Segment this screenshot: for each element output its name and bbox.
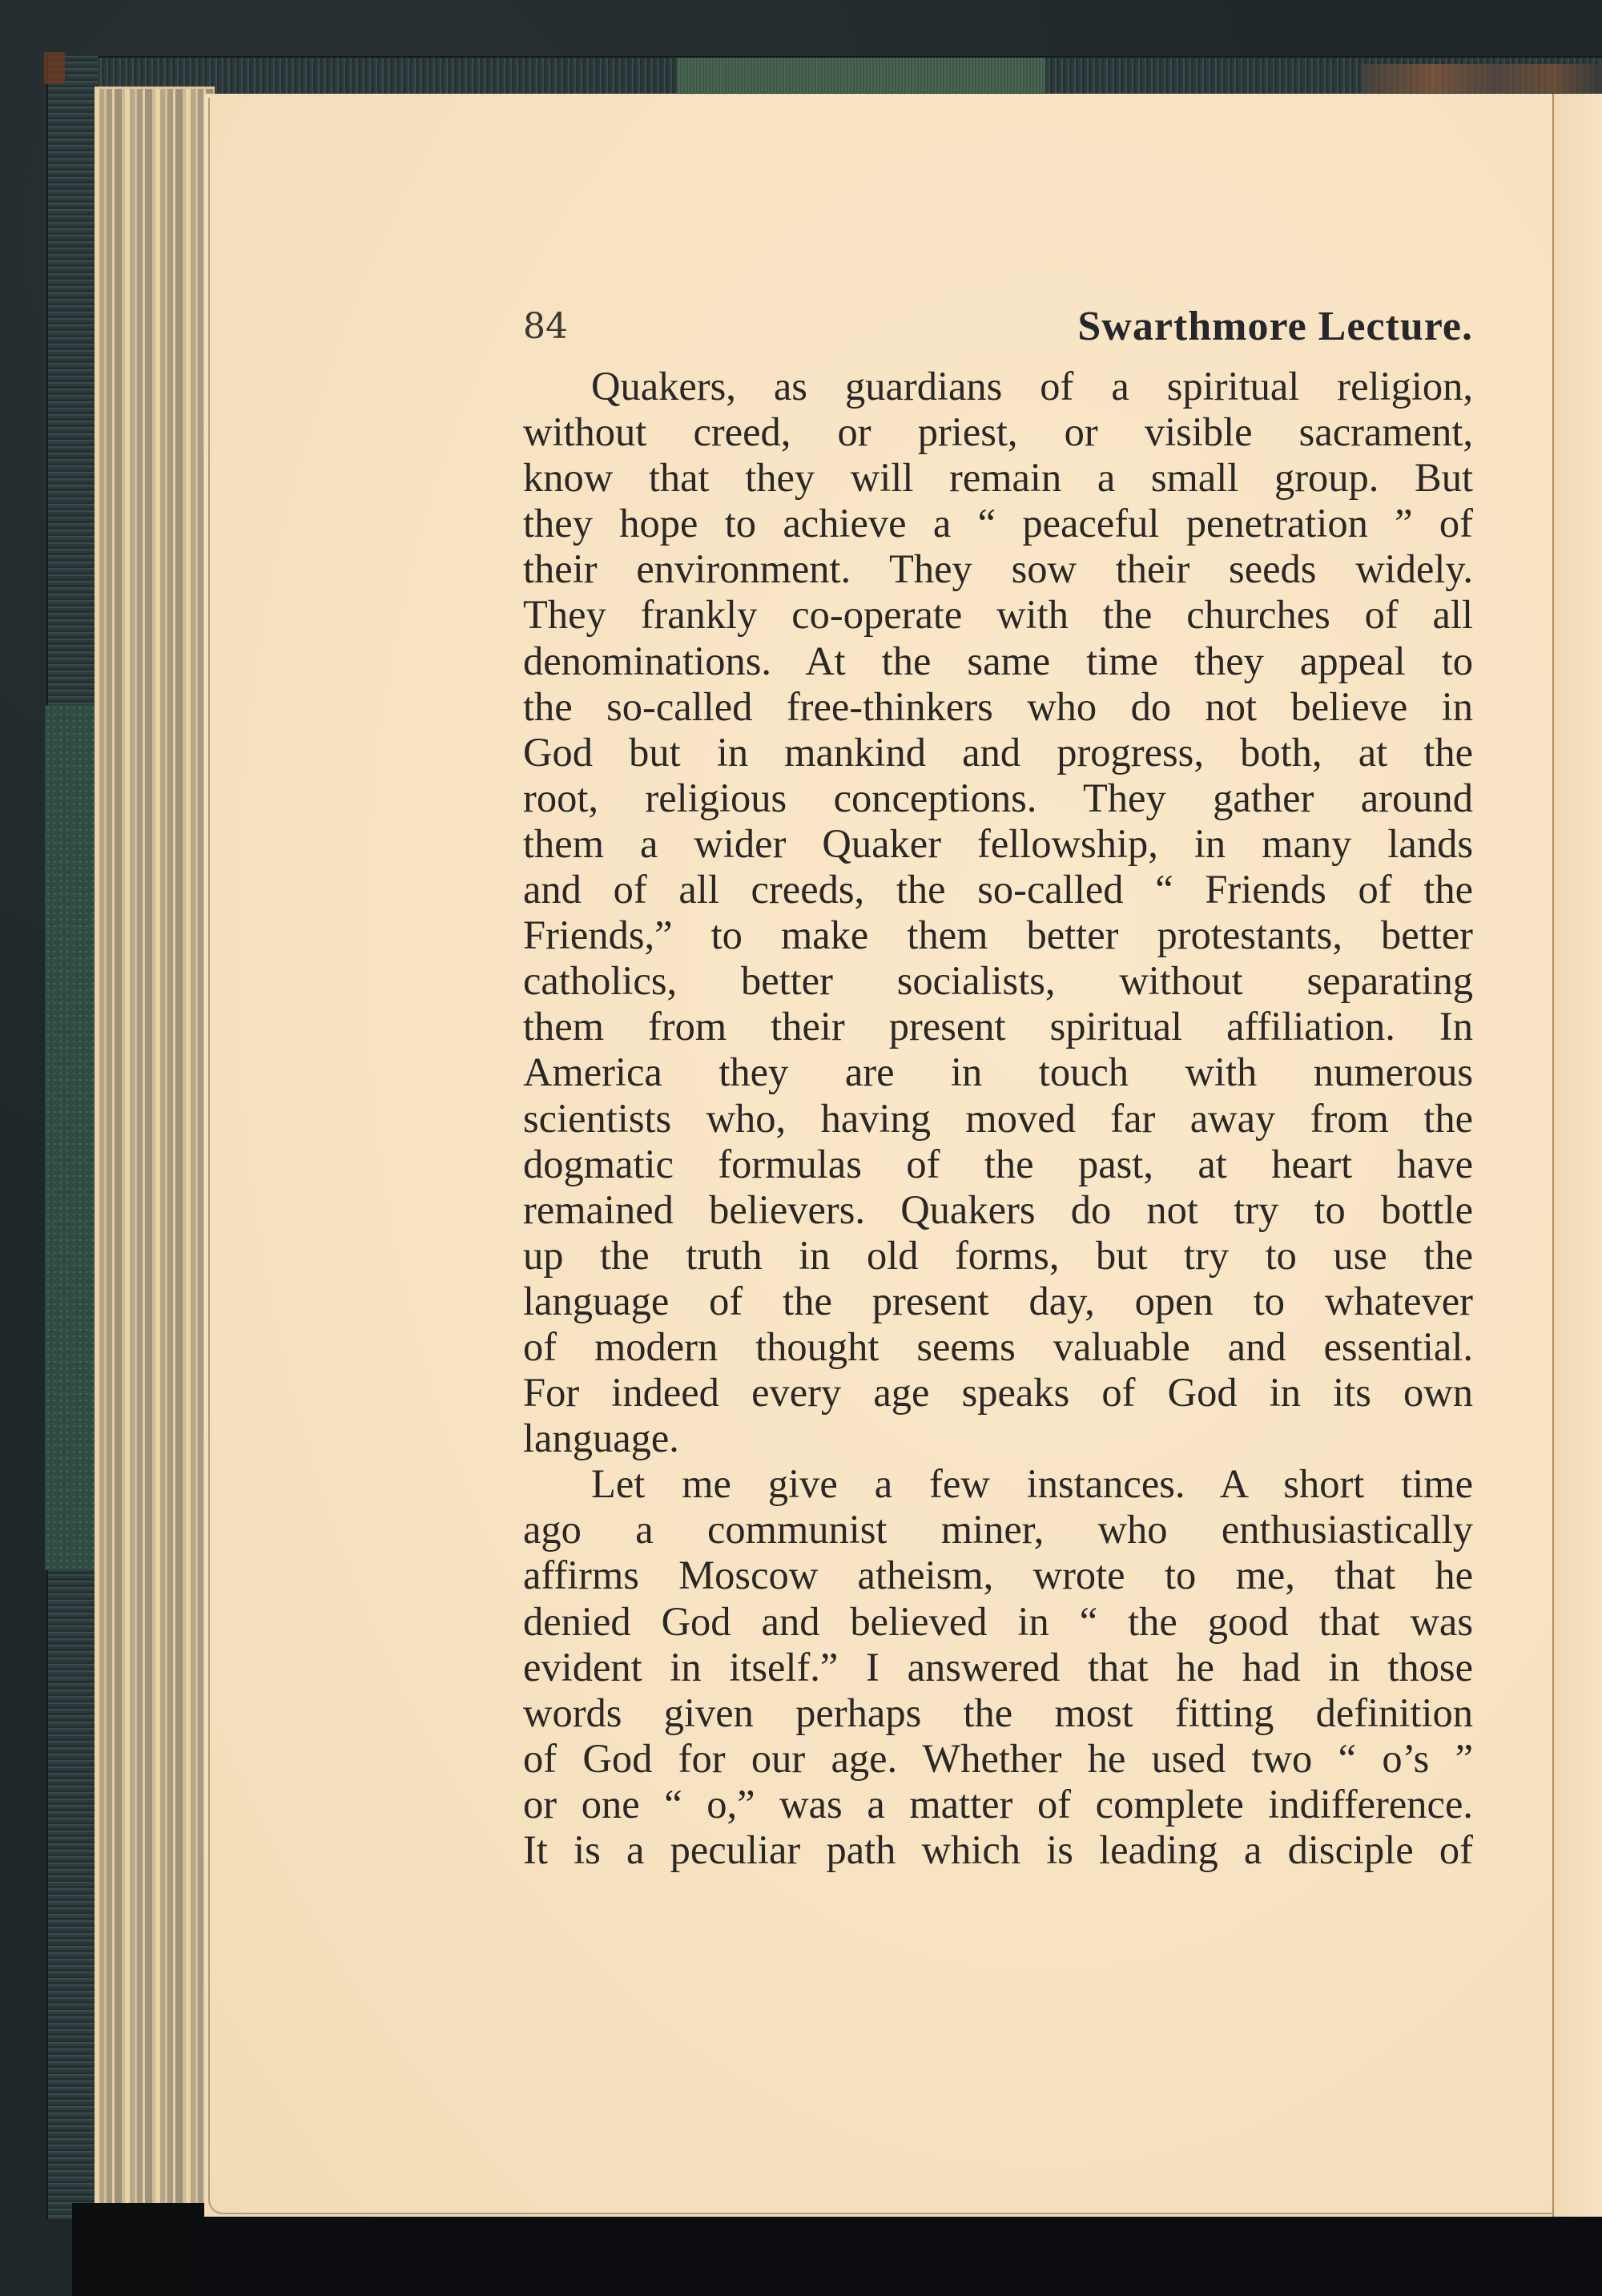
running-head: Swarthmore Lecture. [1077, 304, 1473, 349]
text-line: Let me give a few instances. A short time [591, 1461, 1473, 1507]
text-line: know that they will remain a small group. But [523, 455, 1473, 501]
text-line: language of the present day, open to whatever [523, 1278, 1473, 1323]
text-line: It is a peculiar path which is leading a disciple of [523, 1827, 1473, 1872]
text-line: their environment. They sow their seeds widely. [523, 546, 1473, 592]
text-line: up the truth in old forms, but try to use the [523, 1232, 1473, 1278]
bottom-shadow [204, 2217, 1602, 2296]
book-corner-wear [44, 52, 65, 84]
text-line: and of all creeds, the so-called “ Friends of the [523, 867, 1473, 912]
text-line: without creed, or priest, or visible sacrament, [523, 409, 1473, 455]
text-line: They frankly co-operate with the churches of all [523, 592, 1473, 638]
page-stack-shadow [72, 2203, 216, 2296]
text-line: they hope to achieve a “ peaceful penetration ” of [523, 501, 1473, 546]
text-line: the so-called free-thinkers who do not believe in [523, 683, 1473, 729]
paragraph [523, 364, 1473, 1461]
paragraph [523, 1461, 1473, 1873]
page-stack-edges [95, 87, 215, 2220]
text-line: For indeed every age speaks of God in its own [523, 1370, 1473, 1416]
book-cloth-patch-left [45, 705, 95, 1570]
text-line: America they are in touch with numerous [523, 1049, 1473, 1095]
text-line: denied God and believed in “ the good that was [523, 1598, 1473, 1644]
text-line: remained believers. Quakers do not try to bottle [523, 1186, 1473, 1232]
text-line: language. [523, 1416, 679, 1461]
text-line: God but in mankind and progress, both, at the [523, 729, 1473, 775]
text-line: evident in itself.” I answered that he had in those [523, 1644, 1473, 1690]
page-number: 84 [523, 306, 568, 347]
book-cloth-patch-top [677, 58, 1045, 93]
book-cover-wear [1362, 64, 1602, 93]
text-line: catholics, better socialists, without separating [523, 958, 1473, 1004]
text-line: denominations. At the same time they appeal to [523, 638, 1473, 683]
text-line: or one “ o,” was a matter of complete indifference. [523, 1781, 1473, 1827]
text-line: dogmatic formulas of the past, at heart have [523, 1141, 1473, 1186]
text-line: Friends,” to make them better protestants, better [523, 912, 1473, 958]
page-gutter [1552, 94, 1554, 2217]
text-line: ago a communist miner, who enthusiastically [523, 1507, 1473, 1553]
text-line: root, religious conceptions. They gather around [523, 775, 1473, 820]
page-header [523, 303, 1473, 359]
text-line: of God for our age. Whether he used two “ o’s ” [523, 1735, 1473, 1781]
text-line: Quakers, as guardians of a spiritual religion, [591, 364, 1473, 409]
body-text [523, 364, 1473, 1873]
text-line: them a wider Quaker fellowship, in many lands [523, 820, 1473, 866]
text-line: affirms Moscow atheism, wrote to me, that he [523, 1553, 1473, 1598]
text-line: them from their present spiritual affiliation. In [523, 1004, 1473, 1049]
text-line: of modern thought seems valuable and essential. [523, 1323, 1473, 1369]
facing-page-edge [1554, 94, 1602, 2217]
text-line: scientists who, having moved far away from the [523, 1095, 1473, 1141]
text-line: words given perhaps the most fitting definition [523, 1690, 1473, 1735]
